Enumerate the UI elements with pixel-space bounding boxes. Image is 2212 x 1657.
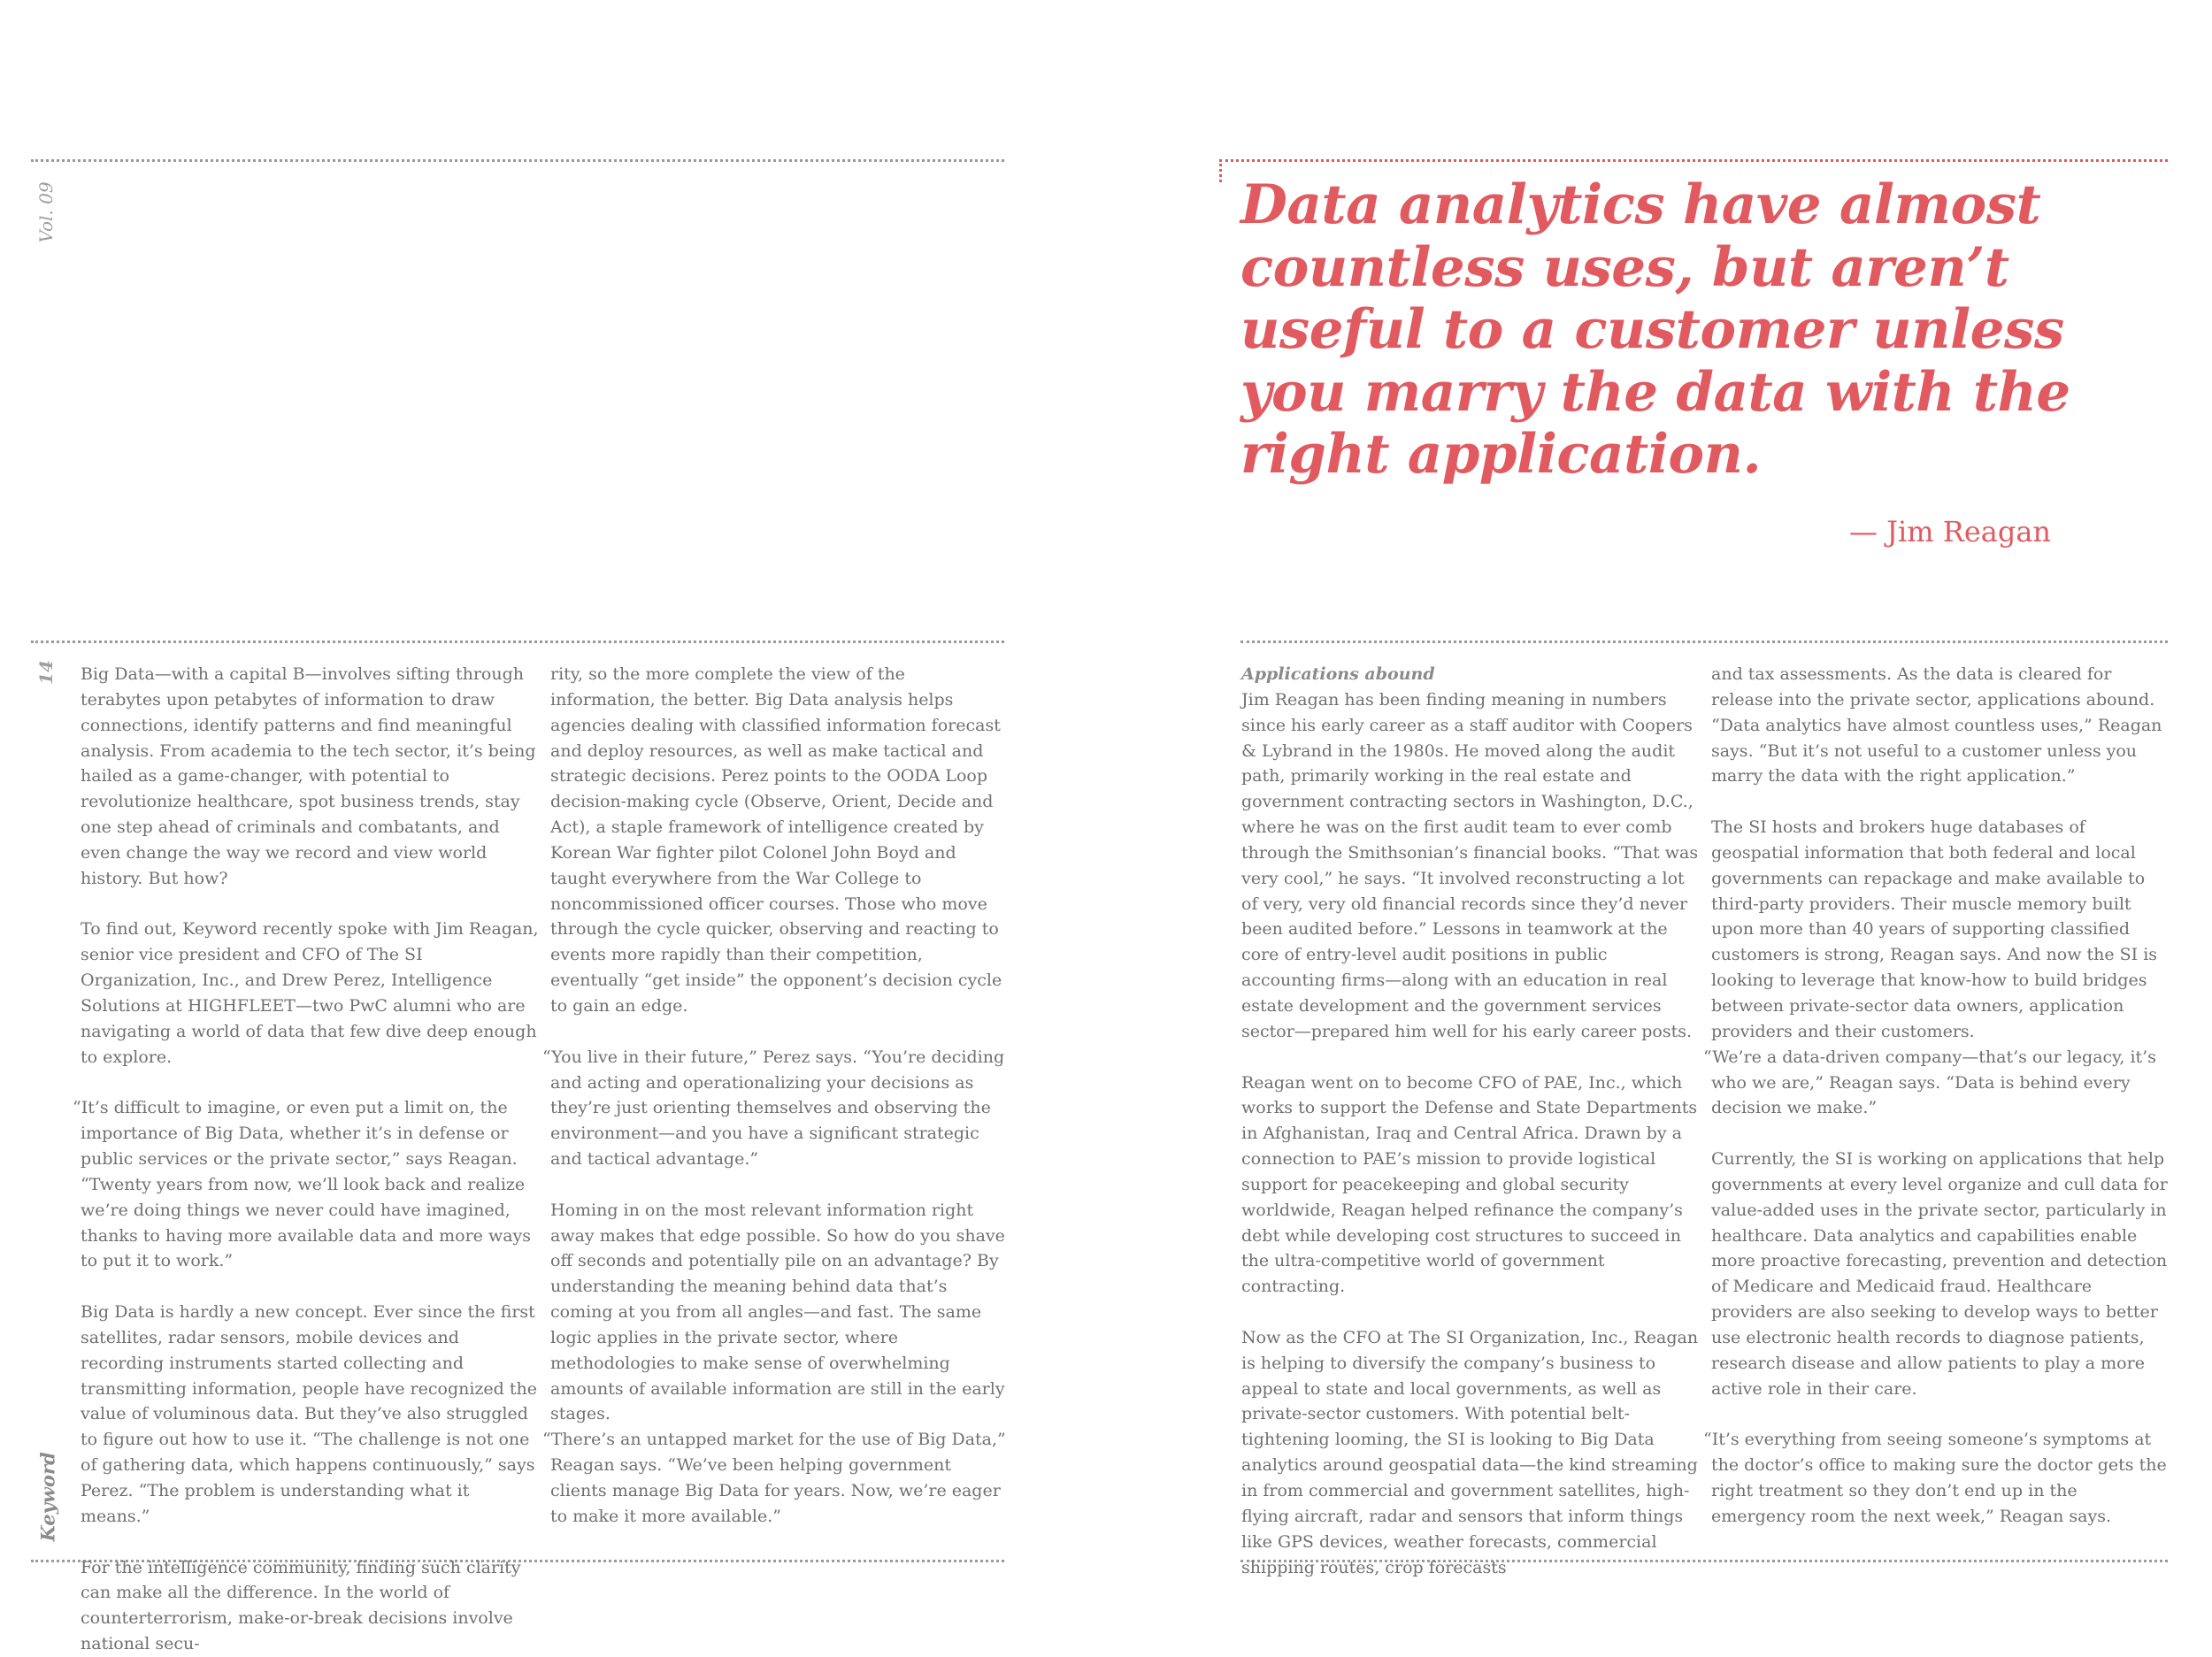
pull-quote: Data analytics have almost countless uses, but aren’t useful to a customer unless you marry the data with the right application. xyxy=(1240,173,2070,486)
paragraph: Big Data is hardly a new concept. Ever since the first satellites, radar sensors, mobile devices and recording instruments started collecting and transmitting information, people have recognized the value of voluminous data. But they’ve also struggled to figure out how to use it. “The challenge is not one of gathering data, which happens continuously,” says Perez. “The problem is understanding what it means.” xyxy=(81,1302,537,1526)
paragraph: The SI hosts and brokers huge databases of geospatial information that both federal and local governments can repackage and make available to third-party providers. Their muscle memory built upon more than 40 years of supporting classified customers is strong, Reagan says. And now the SI is looking to leverage that know-how to build bridges between private-sector data owners, application providers and their customers. xyxy=(1711,817,2158,1041)
paragraph: rity, so the more complete the view of the information, the better. Big Data analysis helps agencies dealing with classified information forecast and deploy resources, as well as make tactical and strategic decisions. Perez points to the OODA Loop decision-making cycle (Observe, Orient, Decide and Act), a staple framework of intelligence created by Korean War fighter pilot Colonel John Boyd and taught everywhere from the War College to noncommissioned officer courses. Those who move through the cycle quicker, observing and reacting to events more rapidly than their competition, eventually “get inside” the opponent’s decision cycle to gain an edge. xyxy=(550,664,1002,1016)
pull-quote-attribution: — Jim Reagan xyxy=(1848,515,2051,548)
paragraph: Now as the CFO at The SI Organization, Inc., Reagan is helping to diversify the company’s business to appeal to state and local governments, as well as private-sector customers. With potential belt-tightening looming, the SI is looking to Big Data analytics around geospatial data—the kind streaming in from commercial and government satellites, high-flying aircraft, radar and sensors that inform things like GPS devices, weather forecasts, commercial shipping routes, crop forecasts xyxy=(1241,1327,1699,1577)
article-column-1 xyxy=(73,662,539,1657)
paragraph: “You live in their future,” Perez says. “You’re deciding and acting and operationalizing your decisions as they’re just orienting themselves and observing the environment—and you have a significant strategic and tactical advantage.” xyxy=(542,1047,1005,1170)
paragraph: Reagan went on to become CFO of PAE, Inc., which works to support the Defense and State Departments in Afghanistan, Iraq and Central Africa. Drawn by a connection to PAE’s mission to provide logistical support for peacekeeping and global security worldwide, Reagan helped refinance the company’s debt while developing cost structures to succeed in the ultra-competitive world of government contracting. xyxy=(1241,1072,1698,1297)
page-number: 14 xyxy=(35,660,57,685)
quote-bar xyxy=(1219,159,1222,182)
paragraph: Currently, the SI is working on applications that help governments at every level organize and cull data for value-added uses in the private sector, particularly in healthcare. Data analytics and capabilities enable more proactive forecasting, prevention and detection of Medicare and Medicaid fraud. Healthcare providers are also seeking to develop ways to better use electronic health records to diagnose patients, research disease and allow patients to play a more active role in their care. xyxy=(1711,1149,2168,1399)
paragraph: “We’re a data-driven company—that’s our legacy, it’s who we are,” Reagan says. “Data is behind every decision we make.” xyxy=(1703,1047,2156,1118)
paragraph: For the intelligence community, finding such clarity can make all the difference. In the world of counterterrorism, make-or-break decisions involve national secu- xyxy=(81,1557,521,1654)
article-column-4 xyxy=(1703,662,2170,1530)
article-column-3 xyxy=(1241,662,1700,1580)
paragraph: Big Data—with a capital B—involves sifting through terabytes upon petabytes of information to draw connections, identify patterns and find meaningful analysis. From academia to the tech sector, it’s being hailed as a game-changer, with potential to revolutionize healthcare, spot business trends, stay one step ahead of criminals and combatants, and even change the way we record and view world history. But how? xyxy=(81,664,536,888)
top-rule-left xyxy=(31,159,1004,162)
paragraph: and tax assessments. As the data is cleared for release into the private sector, applications abound. “Data analytics have almost countless uses,” Reagan says. “But it’s not useful to a customer unless you marry the data with the right application.” xyxy=(1711,664,2162,786)
volume-label: Vol. 09 xyxy=(35,181,57,243)
magazine-name: Keyword xyxy=(36,1452,59,1542)
top-rule-right xyxy=(1219,159,2168,162)
mid-rule-right xyxy=(1240,641,2168,643)
paragraph: “It’s everything from seeing someone’s symptoms at the doctor’s office to making sure the doctor gets the right treatment so they don’t end up in the emergency room the next week,” Reagan says. xyxy=(1703,1430,2167,1526)
paragraph: To find out, Keyword recently spoke with Jim Reagan, senior vice president and CFO of The SI Organization, Inc., and Drew Perez, Intelligence Solutions at HIGHFLEET—two PwC alumni who are navigating a world of data that few dive deep enough to explore. xyxy=(81,919,539,1067)
mid-rule-left xyxy=(31,641,1004,643)
paragraph: “It’s difficult to imagine, or even put a limit on, the importance of Big Data, whether it’s in defense or public services or the private sector,” says Reagan. “Twenty years from now, we’ll look back and realize we’re doing things we never could have imagined, thanks to having more available data and more ways to put it to work.” xyxy=(73,1098,532,1271)
paragraph: Homing in on the most relevant information right away makes that edge possible. So how do you shave off seconds and potentially pile on an advantage? By understanding the meaning behind data that’s coming at you from all angles—and fast. The same logic applies in the private sector, where methodologies to make sense of overwhelming amounts of available information are still in the early stages. xyxy=(550,1200,1005,1424)
paragraph: “There’s an untapped market for the use of Big Data,” Reagan says. “We’ve been helping government clients manage Big Data for years. Now, we’re eager to make it more available.” xyxy=(542,1430,1006,1526)
section-heading: Applications abound xyxy=(1241,664,1435,684)
paragraph: Jim Reagan has been finding meaning in numbers since his early career as a staff auditor with Coopers & Lybrand in the 1980s. He moved along the audit path, primarily working in the real estate and government contracting sectors in Washington, D.C., where he was on the first audit team to ever comb through the Smithsonian’s financial books. “That was very cool,” he says. “It involved reconstructing a lot of very, very old financial records since they’d never been audited before.” Lessons in teamwork at the core of entry-level audit positions in public accounting firms—along with an education in real estate development and the government services sector—prepared him well for his early career posts. xyxy=(1241,689,1699,1041)
article-column-2 xyxy=(542,662,1009,1530)
